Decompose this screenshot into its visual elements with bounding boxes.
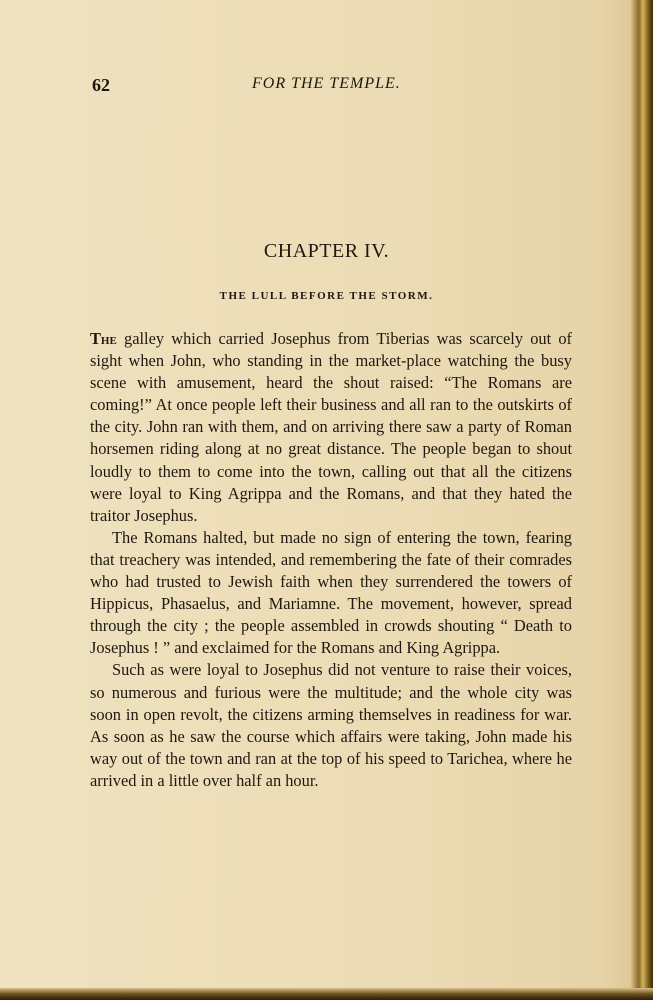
running-head bbox=[92, 75, 572, 97]
chapter-subtitle: THE LULL BEFORE THE STORM. bbox=[219, 290, 434, 302]
chapter-heading: CHAPTER IV. bbox=[263, 240, 390, 262]
paragraph: Such as were loyal to Josephus did not venture to raise their voices, so numerous and furious were the multitude; and the whole city was soon in open revolt, the citizens arming themselves in readiness for war. As soon as he saw the course which affairs were taking, John made his way out of the town and ran at the top of his speed to Tarichea, where he arrived in a little over half an hour. bbox=[90, 660, 572, 790]
page-edge-right bbox=[631, 0, 653, 1000]
page-edge-bottom bbox=[0, 988, 653, 1000]
paragraph-text: galley which carried Josephus from Tiberias was scarcely out of sight when John, who standing in the market-place watching the busy scene with amusement, heard the shout raised: “The Romans are coming!” At once people left their business and all ran to the outskirts of the city. John ran with them, and on arriving there saw a party of Roman horsemen riding along at no great distance. The people began to shout loudly to them to come into the town, calling out that all the citizens were loyal to King Agrippa and the Romans, and that they hated the traitor Josephus. bbox=[90, 329, 572, 525]
paragraph: The Romans halted, but made no sign of entering the town, fearing that treachery was intended, and remembering the fate of their comrades who had trusted to Jewish faith when they surrendered the towers of Hippicus, Phasaelus, and Mariamne. The movement, however, spread through the city ; the people assembled in crowds shouting “ Death to Josephus ! ” and exclaimed for the Romans and King Agrippa. bbox=[90, 527, 572, 658]
body-text bbox=[90, 328, 572, 792]
page-number: 62 bbox=[92, 75, 110, 95]
paragraph-lead: The bbox=[90, 329, 117, 348]
running-title: FOR THE TEMPLE. bbox=[252, 75, 401, 92]
paragraph bbox=[90, 328, 572, 527]
